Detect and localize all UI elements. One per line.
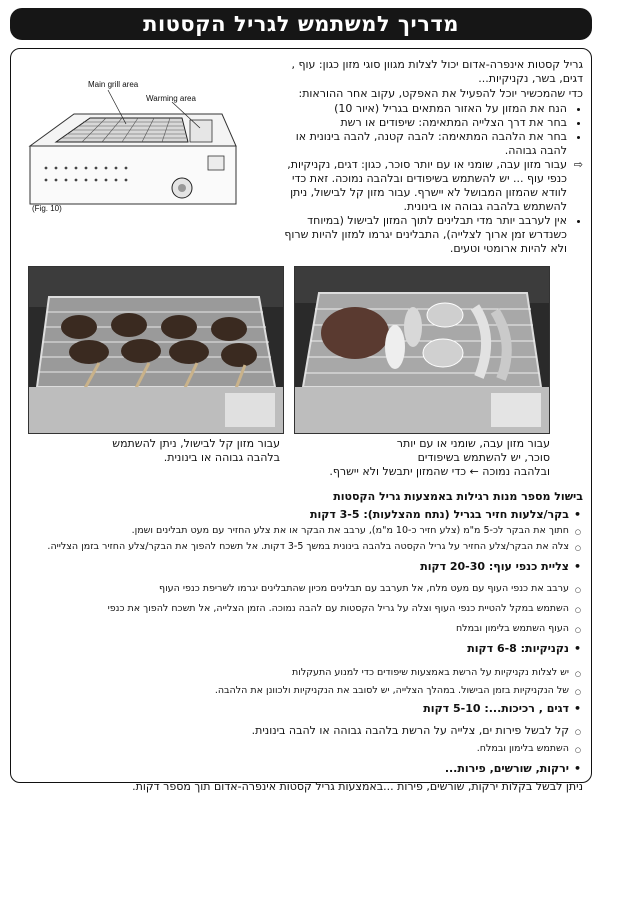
sausage-step: ○ יש לצלות נקניקיות על הרשת באמצעות שיפודים כדי למנוע התעקלות [23, 666, 583, 680]
wings-step: ○ ערבב את כנפי העוף עם מעט מלח, אל תערבב עם תבלינים מכיון שהתבלינים יגרמו לשריפת כנפי העוף [23, 582, 583, 596]
seafood-photo [294, 266, 550, 434]
fish-step: ○ קל לבשל פירות ים, צלייה על הרשת בלהבה גבוהה או להבה בינונית. [23, 724, 583, 738]
vegetables-text: ניתן לבשל בקלות ירקות, שורשים, פירות ...באמצעות גריל קסטות אינפרה-אדום תוך מספר דקות. [132, 780, 583, 793]
arrow-note: ⇨ עבור מזון עבה, שומני או עם יותר סוכר, כגון: דגים, נקניקיות, כנפי עוף ... יש להשתמש בשיפודים ובלהבה נמוכה. זאת כדי לוודא שהמזון המבושל לא יישרף. עבור מזון קל לבישול, ניתן להשתמש בלהבה גבוהה או בינונית. [273, 158, 583, 214]
instructions-lead: כדי שהמכשיר יוכל להפעיל את האפקט, עקוב אחר ההוראות: [298, 87, 583, 100]
instruction-item: • בחר את דרך הצלייה המתאימה: שיפודים או רשת [273, 116, 567, 130]
right-caption-line: עבור מזון עבה, שומני או עם יותר [396, 437, 550, 450]
wings-step: ○ השתמש במקל להטיית כנפי העוף וצלה על גריל הקסטות עם להבה נמוכה. הזמן הצלייה, אל תשכח להפוך את כנפי [23, 602, 583, 616]
fish-title: • דגים , רכיכות...: 5-10 דקות [23, 702, 583, 716]
right-caption-line: ובלהבה נמוכה ← כדי שהמזון יתבשל ולא יישרף. [329, 465, 550, 478]
right-caption-line: סוכר, יש להשתמש בשיפודים [417, 451, 550, 464]
cooking-guide [23, 490, 583, 794]
figure-number-label: (Fig. 10) [32, 204, 62, 213]
grill-illustration [22, 76, 244, 226]
left-photo-caption: עבור מזון קל לבישול, ניתן להשתמש בלהבה גבוהה או בינונית. [112, 437, 280, 464]
instruction-list [273, 102, 583, 158]
intro-section [273, 58, 583, 256]
main-grill-area-label: Main grill area [88, 80, 139, 89]
instruction-list-2 [273, 214, 583, 256]
beef-step: ○ חתוך את הבקר לכ-5 מ"מ (צלע חזיר כ-10 מ"מ), ערבב את הבקר או את צלע החזיר עם מעט תבלינים ושמן. [23, 524, 583, 538]
page-title: מדריך למשתמש לגריל הקסטות [10, 8, 592, 40]
sausage-title: • נקניקיות: 6-8 דקות [23, 642, 583, 656]
right-photo-caption [294, 437, 550, 479]
wings-step: ○ העוף השתמש בלימון ובמלח [23, 622, 583, 636]
sausage-step: ○ של הנקניקיות בזמן הבישול. במהלך הצלייה, יש לסובב את הנקניקיות ולכוונן את הלהבה. [23, 684, 583, 698]
instruction-item: • אין לערבב יותר מדי תבלינים לתוך המזון לבישול (במיוחד כשנדרש זמן ארוך לצלייה), התבלינים יגרמו למזון להיות שרוף ולא להיות ארומטי וטעים. [273, 214, 567, 256]
skewers-photo [28, 266, 284, 434]
beef-title: • בקר/צלעות חזיר בגריל (נתח מהצלעות): 3-5 דקות [23, 508, 583, 522]
beef-step: ○ צלה את הבקר/צלע החזיר על גריל הקסטה בלהבה בינונית במשך 3-5 דקות. אל תשכח להפוך את הבקר/צלע החזיר בזמן הצלייה. [23, 540, 583, 554]
skewers-photo-icon [29, 267, 283, 433]
cooking-heading: בישול מספר מנות רגילות באמצעות גריל הקסטות [333, 490, 583, 503]
instruction-item: • הנח את המזון על האזור המתאים בגריל (איור 10) [273, 102, 567, 116]
fish-step: ○ השתמש בלימון ובמלח. [23, 742, 583, 756]
intro-paragraph: גריל קסטות אינפרה-אדום יכול לצלות מגוון סוגי מזון כגון: עוף , דגים, בשר, נקניקיות... [291, 58, 583, 85]
vegetables-title: • ירקות, שורשים, פירות... [23, 762, 583, 776]
warming-area-label: Warming area [146, 94, 196, 103]
instruction-item: • בחר את הלהבה המתאימה: להבה קטנה, להבה בינונית או להבה גבוהה. [273, 130, 567, 158]
seafood-photo-icon [295, 267, 549, 433]
wings-title: • צליית כנפי עוף: 20-30 דקות [23, 560, 583, 574]
